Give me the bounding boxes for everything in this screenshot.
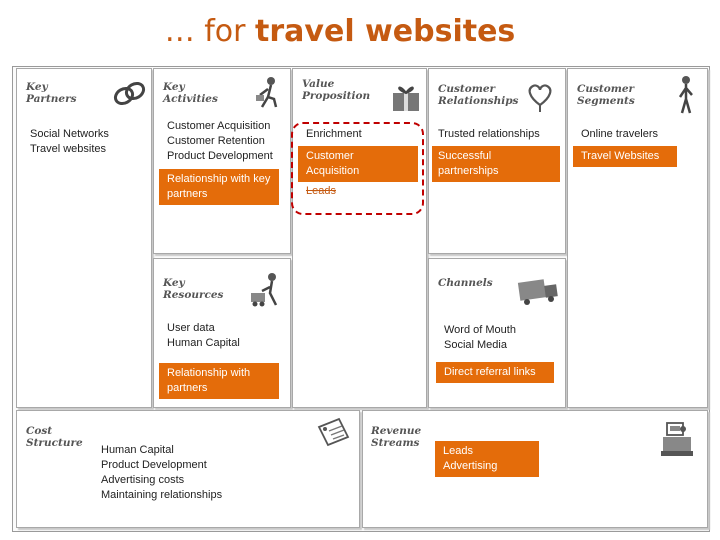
- customer-relationships-list: [438, 127, 540, 142]
- worker-forklift-icon: [248, 271, 286, 307]
- key-partners-heading: Key Partners: [26, 81, 77, 105]
- channels-list: [444, 323, 516, 353]
- heart-icon: [525, 79, 555, 113]
- list-item: Human Capital: [101, 444, 174, 456]
- gift-icon: [389, 81, 423, 115]
- page-title: [0, 14, 680, 49]
- customer-relationships-block: [428, 68, 566, 254]
- list-item: Social Networks: [30, 128, 109, 140]
- title-prefix: … for: [164, 14, 246, 49]
- person-icon: [674, 75, 698, 115]
- customer-segments-heading: Customer Segments: [577, 83, 635, 107]
- cost-structure-block: [16, 410, 360, 528]
- title-emphasis: travel websites: [255, 14, 516, 49]
- customer-relationships-highlight: Successful partnerships: [432, 146, 560, 182]
- list-item: Product Development: [101, 459, 207, 471]
- key-partners-list: [30, 127, 109, 157]
- link-chain-icon: [113, 79, 147, 109]
- list-item: Human Capital: [167, 337, 240, 349]
- delivery-truck-icon: [517, 275, 561, 307]
- list-item: Enrichment: [306, 128, 362, 140]
- key-activities-highlight: Relationship with key partners: [159, 169, 279, 205]
- key-activities-list: [167, 119, 273, 164]
- key-resources-list: [167, 321, 240, 351]
- value-proposition-struck-item: Leads: [306, 185, 336, 197]
- revenue-streams-block: [362, 410, 708, 528]
- worker-icon: [254, 75, 286, 109]
- list-item: Social Media: [444, 339, 507, 351]
- customer-segments-highlight: Travel Websites: [573, 146, 677, 167]
- list-item: Online travelers: [581, 128, 659, 140]
- list-item: Travel websites: [30, 143, 107, 155]
- list-item: Maintaining relationships: [101, 489, 223, 501]
- value-proposition-highlight: Customer Acquisition: [298, 146, 418, 182]
- key-resources-block: [153, 258, 291, 408]
- key-partners-block: [16, 68, 152, 408]
- list-item: Customer Retention: [167, 135, 265, 147]
- list-item: Advertising costs: [101, 474, 185, 486]
- customer-relationships-heading: Customer Relationships: [438, 83, 519, 107]
- list-item: User data: [167, 322, 215, 334]
- key-activities-heading: Key Activities: [163, 81, 218, 105]
- key-resources-highlight: Relationship with partners: [159, 363, 279, 399]
- key-activities-block: [153, 68, 291, 254]
- list-item: Product Development: [167, 150, 273, 162]
- revenue-streams-highlight: Leads Advertising: [435, 441, 539, 477]
- cash-register-icon: [659, 419, 699, 459]
- customer-segments-list: [581, 127, 658, 142]
- channels-highlight: Direct referral links: [436, 362, 554, 383]
- channels-block: [428, 258, 566, 408]
- cost-structure-list: [101, 443, 222, 503]
- revenue-streams-heading: Revenue Streams: [371, 425, 422, 449]
- key-resources-heading: Key Resources: [163, 277, 224, 301]
- value-proposition-emphasis-outline: [291, 122, 424, 215]
- list-item: Trusted relationships: [438, 128, 540, 140]
- price-tag-icon: [315, 417, 351, 447]
- customer-segments-block: [567, 68, 708, 408]
- cost-structure-heading: Cost Structure: [26, 425, 83, 449]
- list-item: Customer Acquisition: [167, 120, 271, 132]
- list-item: Word of Mouth: [444, 324, 516, 336]
- channels-heading: Channels: [438, 277, 493, 289]
- value-proposition-block: [292, 68, 427, 408]
- value-proposition-heading: Value Proposition: [302, 78, 371, 102]
